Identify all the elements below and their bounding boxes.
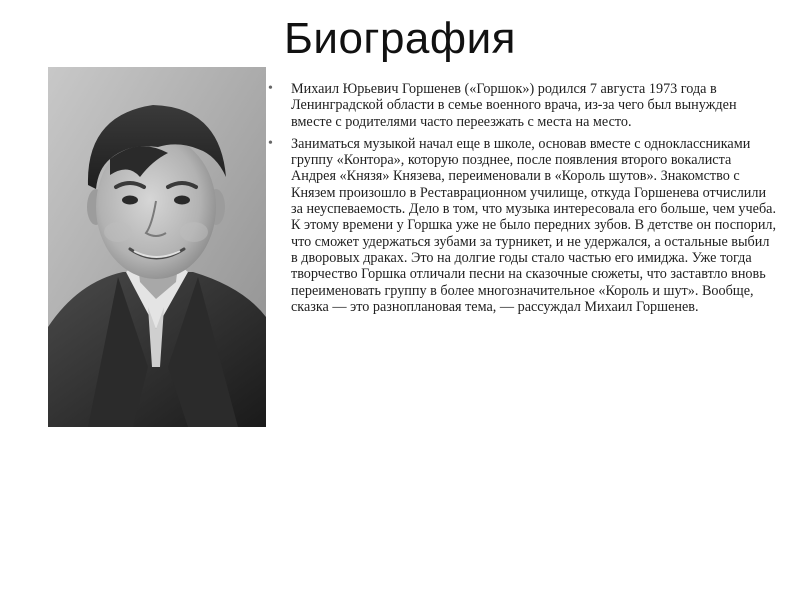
bio-list	[268, 81, 778, 321]
page-title: Биография	[283, 14, 517, 63]
bio-paragraph-text: Заниматься музыкой начал еще в школе, основав вместе с одноклассниками группу «Контора», которую позднее, после появления второго вокалиста Андрея «Князя» Князева, переименовали в «Король шутов». Знакомство с Князем произошло в Реставрационном училище, откуда Горшенева отчислили за неуспеваемость. Дело в том, что музыка интересовала его больше, чем учеба. К этому времени у Горшка уже не было передних зубов. В детстве он поспорил, что сможет удержаться зубами за турникет, и не удержался, а остальные выбил в дворовых драках. Это на долгие годы стало частью его имиджа. Уже тогда творчество Горшка отличали песни на сказочные сюжеты, что заставтло вновь переименовать группу в более многозначительное «Король и шут». Вообще, сказка — это разноплановая тема, — рассуждал Михаил Горшенев.	[291, 135, 777, 315]
bullet-icon: •	[268, 135, 273, 151]
bio-paragraph-birth	[268, 81, 778, 130]
bio-paragraph-music	[268, 136, 778, 315]
portrait-photo	[48, 67, 266, 427]
bio-paragraph-text: Михаил Юрьевич Горшенев («Горшок») родился 7 августа 1973 года в Ленинградской области в семье военного врача, из-за чего был вынужден вместе с родителями часто переезжать с места на место.	[291, 81, 737, 130]
bullet-icon: •	[268, 81, 273, 96]
